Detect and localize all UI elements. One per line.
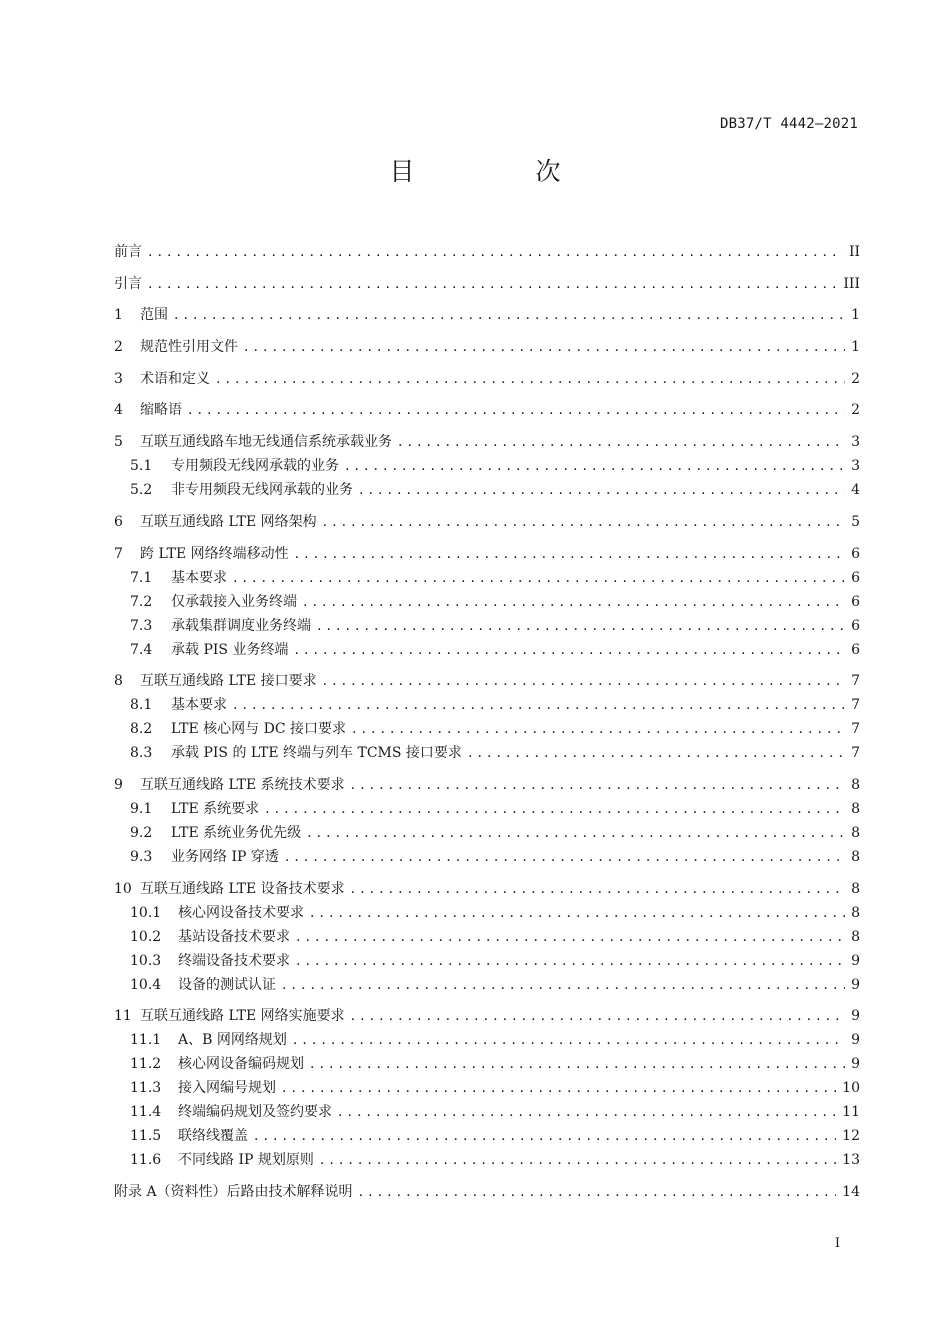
toc-entry[interactable] [114, 454, 860, 478]
toc-entry-number: 10.4 [130, 976, 162, 993]
dot-leader [265, 797, 845, 821]
toc-entry-page: 1 [851, 307, 860, 324]
toc-entry[interactable] [114, 272, 860, 296]
toc-entry-number: 8.1 [130, 697, 153, 714]
toc-entry[interactable] [114, 1028, 860, 1052]
toc-entry-page: II [848, 244, 860, 260]
dot-leader [338, 1100, 836, 1124]
toc-entry-label: 接入网编号规划 [178, 1080, 276, 1097]
toc-entry-page: 10 [842, 1080, 860, 1097]
toc-entry-number: 7.3 [130, 617, 153, 634]
toc-entry-label: 范围 [140, 307, 168, 324]
toc-entry-page: 1 [851, 339, 860, 356]
dot-leader [282, 973, 845, 997]
toc-entry-page: 13 [842, 1152, 860, 1169]
toc-entry-number: 1 [114, 307, 123, 324]
toc-entry[interactable] [114, 973, 860, 997]
toc-entry-number: 11.6 [130, 1152, 162, 1169]
toc-entry-label: 互联互通线路 LTE 网络架构 [140, 513, 317, 530]
toc-entry-page: 7 [851, 745, 860, 762]
toc-title: 目 次 [389, 157, 609, 186]
dot-leader [351, 877, 845, 901]
dot-leader [398, 430, 845, 454]
toc-entry-label: 专用频段无线网承载的业务 [171, 458, 339, 475]
toc-entry-number: 8.2 [130, 721, 153, 738]
toc-entry[interactable] [114, 303, 860, 327]
toc-entry[interactable] [114, 717, 860, 741]
toc-entry-number: 10.3 [130, 952, 162, 969]
toc-entry[interactable] [114, 925, 860, 949]
dot-leader [293, 1028, 845, 1052]
toc-entry[interactable] [114, 335, 860, 359]
toc-entry-page: 3 [851, 458, 860, 475]
toc-entry-number: 11.3 [130, 1080, 162, 1097]
toc-entry-label: 承载集群调度业务终端 [171, 617, 311, 634]
toc-entry-page: 9 [851, 952, 860, 969]
toc-entry-page: 6 [851, 593, 860, 610]
dot-leader [359, 478, 845, 502]
dot-leader [296, 949, 845, 973]
toc-entry[interactable] [114, 590, 860, 614]
toc-entry-label: 引言 [114, 275, 142, 292]
toc-entry-number: 7.1 [130, 569, 153, 586]
toc-entry-label: 互联互通线路 LTE 接口要求 [140, 673, 317, 690]
toc-entry-label: LTE 系统要求 [171, 800, 260, 817]
toc-entry[interactable] [114, 1052, 860, 1076]
toc-entry-label: 缩略语 [140, 402, 182, 419]
toc-entry-number: 5.2 [130, 482, 153, 499]
toc-entry-page: 12 [842, 1128, 860, 1145]
dot-leader [307, 821, 845, 845]
toc-entry-number: 7 [114, 545, 123, 562]
toc-entry-number: 11.5 [130, 1128, 162, 1145]
toc-entry[interactable] [114, 614, 860, 638]
toc-entry-number: 10.1 [130, 904, 162, 921]
toc-entry-page: 3 [851, 434, 860, 451]
dot-leader [174, 303, 845, 327]
toc-entry-page: 8 [851, 904, 860, 921]
toc-entry-label: 互联互通线路 LTE 系统技术要求 [140, 776, 345, 793]
toc-entry[interactable] [114, 693, 860, 717]
dot-leader [295, 542, 845, 566]
toc-entry-page: 9 [851, 1008, 860, 1025]
dot-leader [282, 1076, 836, 1100]
dot-leader [233, 693, 845, 717]
toc-entry-number: 5.1 [130, 458, 153, 475]
toc-entry-number: 4 [114, 402, 123, 419]
toc-entry[interactable] [114, 821, 860, 845]
toc-entry-label: 术语和定义 [140, 370, 210, 387]
toc-entry[interactable] [114, 669, 860, 693]
toc-entry-label: 终端设备技术要求 [178, 952, 290, 969]
toc-entry-label: LTE 核心网与 DC 接口要求 [171, 721, 346, 738]
toc-entry-label: LTE 系统业务优先级 [171, 824, 302, 841]
toc-entry-page: 11 [842, 1104, 860, 1121]
toc-entry[interactable] [114, 741, 860, 765]
dot-leader [233, 566, 845, 590]
toc-entry-label: 设备的测试认证 [178, 976, 276, 993]
dot-leader [303, 590, 845, 614]
toc-entry-label: 联络线覆盖 [178, 1128, 248, 1145]
toc-entry[interactable] [114, 430, 860, 454]
dot-leader [296, 925, 845, 949]
toc-entry[interactable] [114, 1148, 860, 1172]
dot-leader [359, 1180, 837, 1204]
dot-leader [310, 901, 845, 925]
toc-entry-page: 9 [851, 1056, 860, 1073]
toc-entry-label: 基本要求 [171, 697, 227, 714]
dot-leader [285, 845, 845, 869]
toc-entry-page: 7 [851, 697, 860, 714]
toc-entry-page: 4 [851, 482, 860, 499]
toc-entry[interactable] [114, 510, 860, 534]
toc-entry-label: 仅承载接入业务终端 [171, 593, 297, 610]
toc-entry[interactable] [114, 398, 860, 422]
toc-entry[interactable] [114, 1180, 860, 1204]
toc-entry-label: 不同线路 IP 规划原则 [178, 1152, 314, 1169]
toc-entry-label: 终端编码规划及签约要求 [178, 1104, 332, 1121]
toc-entry[interactable] [114, 638, 860, 662]
toc-entry[interactable] [114, 478, 860, 502]
toc-entry[interactable] [114, 542, 860, 566]
toc-entry[interactable] [114, 773, 860, 797]
dot-leader [323, 669, 845, 693]
toc-entry[interactable] [114, 1076, 860, 1100]
toc-entry-label: 承载 PIS 业务终端 [171, 641, 289, 658]
toc-entry-label: 跨 LTE 网络终端移动性 [140, 545, 289, 562]
toc-entry-page: 6 [851, 545, 860, 562]
toc-entry-number: 10.2 [130, 928, 162, 945]
toc-entry-page: 2 [851, 402, 860, 419]
toc-entry-page: 8 [851, 824, 860, 841]
toc-entry-label: 核心网设备编码规划 [178, 1056, 304, 1073]
toc-entry-number: 11.4 [130, 1104, 162, 1121]
toc-entry-page: 9 [851, 976, 860, 993]
toc-entry-page: 6 [851, 617, 860, 634]
toc-entry-page: 7 [851, 673, 860, 690]
toc-entry-label: 规范性引用文件 [140, 339, 238, 356]
toc-entry-page: 8 [851, 800, 860, 817]
toc-entry-page: 14 [842, 1183, 860, 1200]
dot-leader [310, 1052, 845, 1076]
document-number: DB37/T 4442—2021 [719, 116, 858, 132]
toc-entry[interactable] [114, 901, 860, 925]
toc-entry-label: 承载 PIS 的 LTE 终端与列车 TCMS 接口要求 [171, 745, 462, 762]
toc-entry-label: 互联互通线路 LTE 网络实施要求 [140, 1008, 345, 1025]
dot-leader [468, 741, 845, 765]
dot-leader [254, 1124, 836, 1148]
toc-entry-page: 8 [851, 848, 860, 865]
toc-entry-page: 9 [851, 1032, 860, 1049]
toc-entry-number: 6 [114, 513, 123, 530]
toc-entry-number: 11 [114, 1008, 132, 1025]
toc-entry-page: 8 [851, 928, 860, 945]
toc-entry-number: 8 [114, 673, 123, 690]
dot-leader [345, 454, 845, 478]
dot-leader [320, 1148, 836, 1172]
toc-entry[interactable] [114, 877, 860, 901]
dot-leader [294, 638, 845, 662]
dot-leader [352, 717, 845, 741]
toc-entry-number: 11.2 [130, 1056, 162, 1073]
toc-entry[interactable] [114, 566, 860, 590]
toc-entry[interactable] [114, 1100, 860, 1124]
toc-entry[interactable] [114, 845, 860, 869]
toc-entry-number: 8.3 [130, 745, 153, 762]
toc-entry-page: 7 [851, 721, 860, 738]
toc-entry-page: 6 [851, 641, 860, 658]
toc-entry[interactable] [114, 797, 860, 821]
dot-leader [148, 272, 837, 296]
toc-entry[interactable] [114, 949, 860, 973]
toc-entry-page: 5 [851, 513, 860, 530]
toc-entry-label: 基本要求 [171, 569, 227, 586]
dot-leader [188, 398, 845, 422]
toc-entry-number: 10 [114, 880, 132, 897]
dot-leader [317, 614, 845, 638]
page-number: I [834, 1236, 840, 1251]
toc-entry-label: 互联互通线路 LTE 设备技术要求 [140, 880, 345, 897]
toc-entry-label: 核心网设备技术要求 [178, 904, 304, 921]
toc-entry-page: 8 [851, 776, 860, 793]
toc-entry[interactable] [114, 1004, 860, 1028]
dot-leader [323, 510, 845, 534]
toc-entry-page: 2 [851, 370, 860, 387]
toc-entry[interactable] [114, 240, 860, 264]
toc-entry-label: 业务网络 IP 穿透 [171, 848, 279, 865]
toc-entry-number: 9.3 [130, 848, 153, 865]
dot-leader [244, 335, 845, 359]
toc-entry-number: 3 [114, 370, 123, 387]
toc-entry-number: 9.1 [130, 800, 153, 817]
toc-entry-number: 2 [114, 339, 123, 356]
dot-leader [216, 367, 845, 391]
toc-entry[interactable] [114, 1124, 860, 1148]
toc-entry-number: 5 [114, 434, 123, 451]
toc-entry-label: 前言 [114, 244, 142, 260]
dot-leader [148, 240, 843, 264]
toc-entry-label: 非专用频段无线网承载的业务 [171, 482, 353, 499]
toc-entry-number: 7.4 [130, 641, 153, 658]
toc-entry[interactable] [114, 367, 860, 391]
toc-entry-label: 互联互通线路车地无线通信系统承载业务 [140, 434, 392, 451]
toc-entry-page: 6 [851, 569, 860, 586]
toc-entry-number: 9 [114, 776, 123, 793]
toc-entry-page: 8 [851, 880, 860, 897]
toc-entry-number: 7.2 [130, 593, 153, 610]
toc-entry-label: 附录 A（资料性）后路由技术解释说明 [114, 1183, 353, 1200]
dot-leader [351, 1004, 845, 1028]
toc-entry-label: 基站设备技术要求 [178, 928, 290, 945]
toc-entry-label: A、B 网网络规划 [178, 1032, 287, 1049]
toc-entry-number: 11.1 [130, 1032, 162, 1049]
dot-leader [351, 773, 845, 797]
toc-entry-number: 9.2 [130, 824, 153, 841]
toc-entry-page: III [843, 275, 860, 292]
table-of-contents [114, 238, 860, 1204]
